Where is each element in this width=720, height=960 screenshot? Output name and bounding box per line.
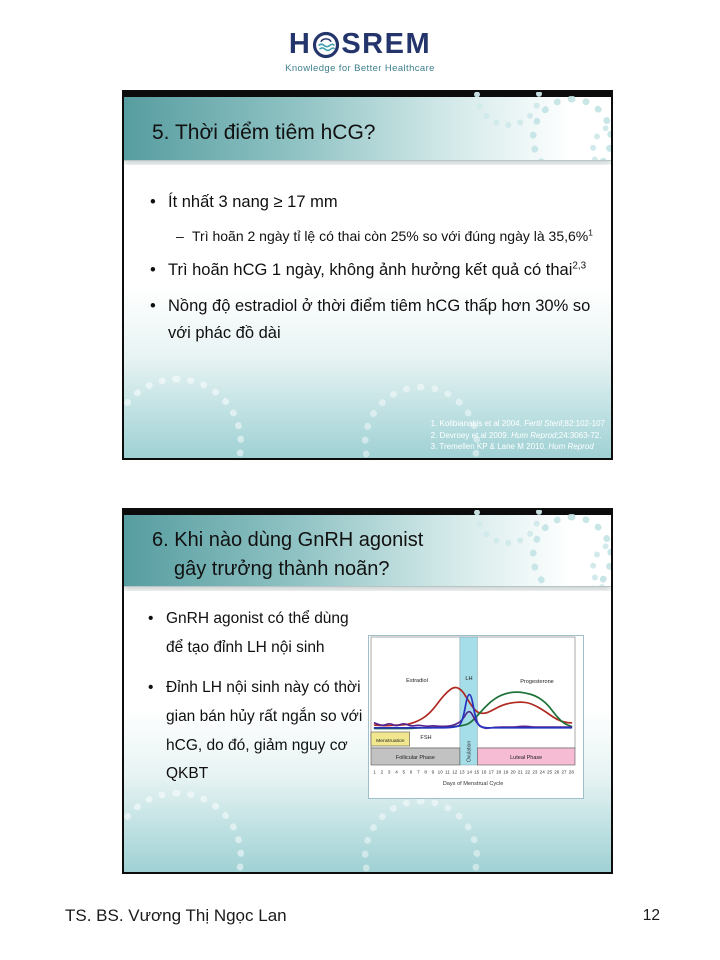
bullet-dot: • — [150, 261, 156, 280]
svg-text:17: 17 — [488, 769, 494, 775]
svg-text:2: 2 — [380, 769, 384, 775]
bullet-item — [150, 189, 593, 216]
svg-text:11: 11 — [445, 769, 450, 775]
svg-text:24: 24 — [539, 769, 545, 775]
svg-text:13: 13 — [459, 769, 465, 775]
bullet-dot: • — [150, 296, 156, 315]
footer-page-number: 12 — [642, 907, 660, 924]
svg-text:21: 21 — [517, 769, 523, 775]
svg-text:Follicular Phase: Follicular Phase — [395, 755, 436, 761]
svg-text:27: 27 — [561, 769, 567, 775]
reference-line — [431, 441, 605, 453]
decor-ring-icon — [124, 376, 244, 458]
references-list — [431, 418, 605, 453]
svg-text:12: 12 — [452, 769, 458, 775]
svg-text:26: 26 — [554, 769, 560, 775]
slide-5-body — [124, 165, 611, 458]
logo-text-srem: SREM — [341, 28, 432, 60]
svg-text:Ovulation: Ovulation — [466, 740, 473, 762]
svg-text:5: 5 — [402, 769, 406, 775]
svg-text:28: 28 — [568, 769, 574, 775]
logo-text-h: H — [288, 28, 312, 60]
slide-5-titlebar — [124, 92, 611, 161]
reference-journal: Hum Reprod — [548, 442, 594, 452]
reference-text: 1. Kolibianakis et al 2004. — [430, 419, 525, 429]
svg-text:18: 18 — [495, 769, 502, 775]
bullet-text: Nồng độ estradiol ở thời điểm tiêm hCG thấp hơn 30% so với phác đồ dài — [168, 296, 591, 342]
svg-text:6: 6 — [409, 769, 413, 775]
bullet-item — [150, 293, 593, 346]
bullet-text: Ít nhất 3 nang ≥ 17 mm — [168, 193, 338, 211]
bullet-dot: • — [150, 193, 156, 211]
reference-superscript: 1 — [588, 227, 593, 238]
reference-line — [431, 418, 605, 430]
svg-text:4: 4 — [395, 769, 398, 775]
slide-5-title: 5. Thời điểm tiêm hCG? — [152, 121, 376, 144]
bullet-item — [148, 674, 366, 789]
bullet-dot: • — [148, 679, 154, 697]
cycle-chart-svg — [369, 636, 581, 796]
slide-6-title-line1: 6. Khi nào dùng GnRH agonist — [152, 529, 424, 551]
bullet-dot: • — [148, 610, 154, 627]
svg-text:Luteal Phase: Luteal Phase — [510, 755, 543, 761]
bullet-item — [148, 605, 366, 662]
svg-text:8: 8 — [424, 769, 427, 775]
reference-superscript: 2,3 — [572, 260, 587, 272]
svg-text:23: 23 — [532, 769, 538, 775]
slide-6-body — [124, 591, 611, 872]
decor-ring-icon — [124, 790, 244, 872]
reference-text: 2. Devroey et al 2009. — [430, 430, 512, 440]
svg-text:1: 1 — [373, 769, 376, 775]
bullet-item — [150, 257, 593, 284]
logo-tagline: Knowledge for Better Healthcare — [285, 63, 435, 74]
bullet-text — [168, 257, 586, 284]
sub-bullet-text-main: Trì hoãn 2 ngày tỉ lệ có thai còn 25% so với đúng ngày là 35,6% — [192, 227, 589, 244]
svg-text:LH: LH — [465, 676, 473, 682]
svg-text:3: 3 — [387, 769, 391, 775]
hosrem-logo — [0, 30, 720, 74]
bullet-text: GnRH agonist có thể dùng để tạo đỉnh LH nội sinh — [166, 610, 349, 656]
svg-text:19: 19 — [503, 769, 509, 775]
slide-6 — [122, 508, 613, 874]
svg-text:16: 16 — [481, 769, 487, 775]
bullet-text-main: Trì hoãn hCG 1 ngày, không ảnh hưởng kết quả có thai — [168, 261, 573, 280]
reference-journal: Fertil Steril — [524, 419, 563, 429]
globe-icon — [312, 31, 340, 59]
svg-text:25: 25 — [546, 769, 553, 775]
svg-text:9: 9 — [431, 769, 435, 775]
slide-6-title — [124, 510, 611, 584]
footer-author: TS. BS. Vương Thị Ngọc Lan — [65, 906, 287, 925]
bullet-dash: – — [176, 227, 184, 244]
bullet-text: Đỉnh LH nội sinh này có thời gian bán hủy rất ngắn so với hCG, do đó, giảm nguy cơ QKBT — [166, 679, 363, 783]
hosrem-wordmark — [289, 30, 431, 59]
slide-6-title-line2: gây trưởng thành noãn? — [174, 558, 390, 580]
svg-text:FSH: FSH — [420, 735, 432, 741]
svg-text:Days of Menstrual Cycle: Days of Menstrual Cycle — [442, 781, 504, 787]
svg-text:22: 22 — [525, 769, 531, 775]
reference-journal: Hum Reprod — [511, 430, 557, 440]
svg-text:Menstruation: Menstruation — [376, 739, 405, 744]
svg-text:7: 7 — [417, 769, 420, 775]
reference-text: ;82:102-107 — [562, 419, 605, 429]
sub-bullet-item — [176, 225, 593, 247]
reference-text: ;24:3063-72. — [556, 430, 602, 440]
svg-text:14: 14 — [466, 769, 472, 775]
svg-text:15: 15 — [474, 769, 480, 775]
menstrual-cycle-chart — [368, 635, 584, 799]
reference-text: 3. Tremellen KP & Lane M 2010. — [430, 442, 549, 452]
decor-ring-icon — [362, 798, 480, 872]
svg-text:10: 10 — [437, 769, 443, 775]
reference-line — [431, 430, 605, 442]
svg-text:Progesterone: Progesterone — [520, 679, 554, 685]
slide-5 — [122, 90, 613, 460]
svg-text:20: 20 — [510, 769, 516, 775]
slide-6-titlebar — [124, 510, 611, 587]
sub-bullet-text — [192, 225, 593, 247]
svg-text:Estradiol: Estradiol — [406, 678, 428, 684]
